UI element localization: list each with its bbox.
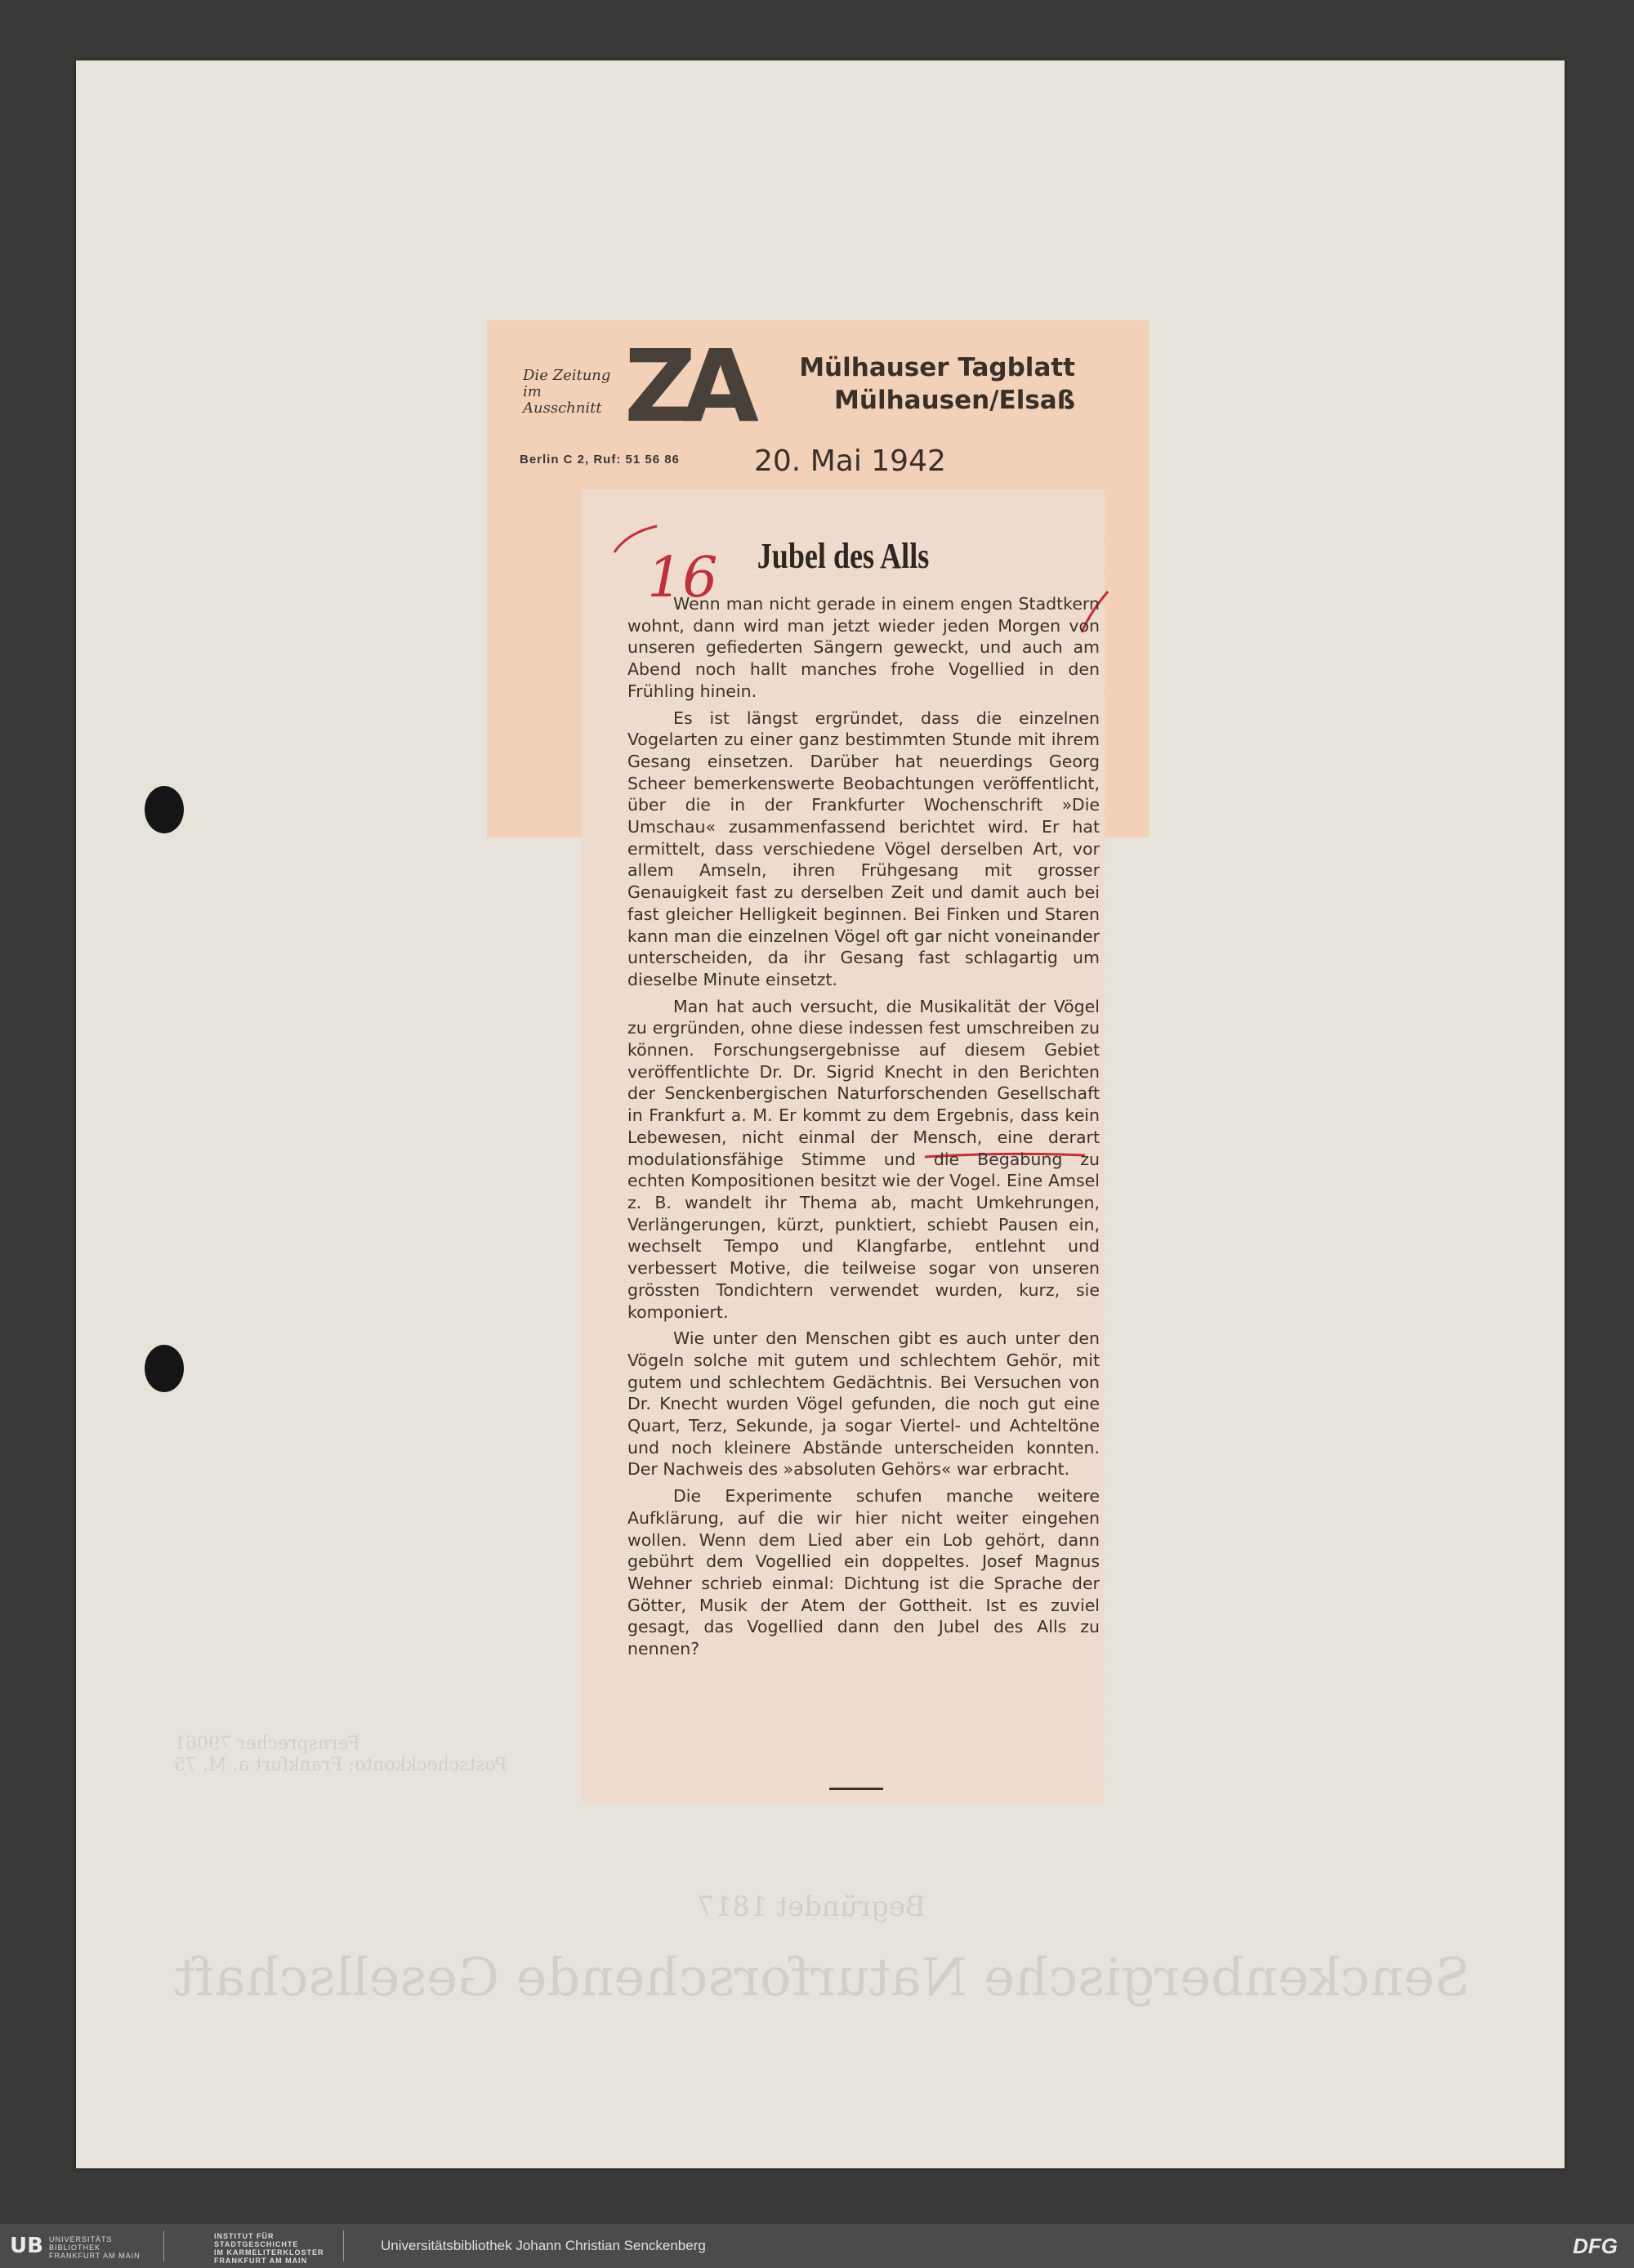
newspaper-name: Mülhauser Tagblatt bbox=[799, 353, 1075, 382]
za-tagline: Die Zeitung im Ausschnitt bbox=[523, 367, 611, 417]
newspaper-masthead bbox=[799, 351, 1075, 417]
article-paragraph: Die Experimente schufen manche weitere Aufklärung, auf die wir hier nicht weiter eingehen wollen. Wenn dem Lied aber ein Lob gehört, dann gebührt dem Vogellied ein doppeltes. Josef Magnus Wehner schrieb einmal: Dichtung ist die Sprache der Götter, Musik der Atem der Gottheit. Ist es zuviel gesagt, das Vogellied dann den Jubel des Alls zu nennen? bbox=[627, 1486, 1100, 1659]
article-paragraph: Es ist längst ergründet, dass die einzelnen Vogelarten zu einer ganz bestimmten Stunde mit ihrem Gesang einsetzen. Darüber hat neuerdings Georg Scheer bemerkenswerte Beobachtungen veröffentlicht, über die in der Frankfurter Wochenschrift »Die Umschau« zusammenfassend berichtet wird. Er hat ermittelt, dass verschiedene Vögel derselben Art, vor allem Amseln, ihren Frühgesang mit grosser Genauigkeit fast zu derselben Zeit und damit auch bei fast gleicher Helligkeit beginnen. Bei Finken und Staren kann man die einzelnen Vögel oft gar nicht voneinander unterscheiden, da ihr Gesang fast schlagartig um dieselbe Minute einsetzt. bbox=[627, 708, 1100, 989]
ub-text bbox=[49, 2235, 141, 2260]
article-text bbox=[627, 593, 1100, 1665]
article-end-rule bbox=[829, 1788, 883, 1790]
za-agency-logo bbox=[523, 328, 744, 444]
show-through-letterhead: Senckenbergische Naturforschende Gesellschaft bbox=[174, 1948, 1471, 2008]
footer-separator bbox=[343, 2230, 344, 2261]
dfg-logo: DFG bbox=[1573, 2234, 1618, 2258]
za-letters: ZA bbox=[624, 328, 744, 444]
article-paragraph: Wie unter den Menschen gibt es auch unter den Vögeln solche mit gutem und schlechtem Gehör, mit gutem und schlechtem Gedächtnis. Bei Versuchen von Dr. Knecht wurden Vögel gefunden, die noch gut eine Quart, Terz, Sekunde, ja sogar Viertel- und Achteltöne und noch kleinere Abstände unterscheiden konnten. Der Nachweis des »absoluten Gehörs« war erbracht. bbox=[627, 1328, 1100, 1480]
inst-line: STADTGESCHICHTE bbox=[214, 2240, 299, 2248]
show-through-phone: Fernsprecher 79061 bbox=[174, 1734, 360, 1754]
library-name: Universitätsbibliothek Johann Christian Senckenberg bbox=[381, 2238, 706, 2253]
show-through-account: Postscheckkonto: Frankfurt a. M. 75 bbox=[174, 1755, 507, 1775]
footer-separator bbox=[163, 2230, 164, 2261]
ub-line: BIBLIOTHEK bbox=[49, 2243, 101, 2252]
article-headline: Jubel des Alls bbox=[757, 536, 930, 576]
inst-line: IM KARMELITERKLOSTER bbox=[214, 2248, 324, 2257]
za-address: Berlin C 2, Ruf: 51 56 86 bbox=[520, 453, 680, 467]
punch-hole-bottom bbox=[145, 1345, 184, 1392]
punch-hole-top bbox=[145, 786, 184, 833]
article-paragraph: Man hat auch versucht, die Musikalität der Vögel zu ergründen, ohne diese indessen fest umschreiben zu können. Forschungsergebnisse auf diesem Gebiet veröffentlichte Dr. Dr. Sigrid Knecht in den Berichten der Senckenbergischen Naturforschenden Gesellschaft in Frankfurt a. M. Er kommt zu dem Ergebnis, dass kein Lebewesen, nicht einmal der Mensch, eine derart modulationsfähige Stimme und die Begabung zu echten Kompositionen besitzt wie der Vogel. Eine Amsel z. B. wandelt ihr Thema ab, macht Umkehrungen, Verlängerungen, kürzt, punktiert, schiebt Pausen ein, wechselt Tempo und Klangfarbe, entlehnt und verbessert Motive, die teilweise sogar von unseren grössten Tondichtern verwendet wurden, kurz, sie komponiert. bbox=[627, 996, 1100, 1322]
ub-line: FRANKFURT AM MAIN bbox=[49, 2252, 141, 2260]
show-through-founded: Begründet 1817 bbox=[697, 1891, 926, 1923]
institut-text bbox=[214, 2232, 324, 2265]
newspaper-place: Mülhausen/Elsaß bbox=[834, 386, 1075, 415]
clipping-date: 20. Mai 1942 bbox=[754, 444, 946, 478]
ub-logo: UB bbox=[10, 2234, 43, 2258]
inst-line: INSTITUT FÜR bbox=[214, 2232, 275, 2240]
ub-line: UNIVERSITÄTS bbox=[49, 2235, 113, 2243]
article-paragraph: Wenn man nicht gerade in einem engen Stadtkern wohnt, dann wird man jetzt wieder jeden Morgen von unseren gefiederten Sängern geweckt, und auch am Abend noch hallt manches frohe Vogellied in den Frühling hinein. bbox=[627, 594, 1100, 701]
handwritten-number: 16 bbox=[647, 546, 718, 610]
footer-bar bbox=[0, 2224, 1634, 2268]
inst-line: FRANKFURT AM MAIN bbox=[214, 2257, 308, 2265]
